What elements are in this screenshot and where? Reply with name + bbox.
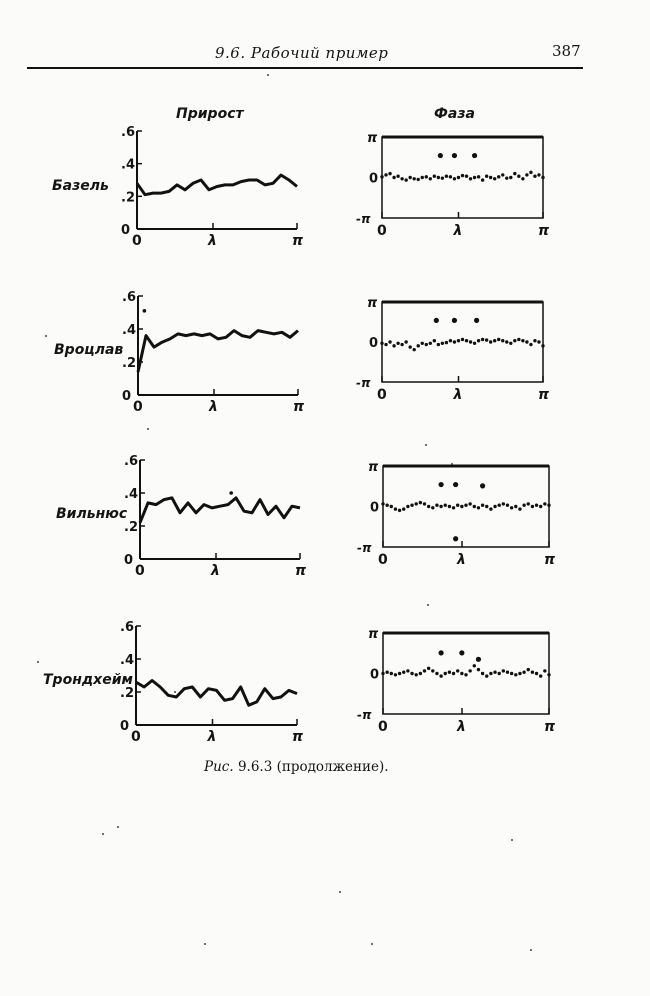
phase-point	[489, 507, 492, 510]
phase-x-tick-label: π	[544, 552, 556, 568]
phase-y-tick-label: 0	[370, 500, 380, 516]
phase-point	[501, 339, 504, 342]
phase-point	[505, 176, 508, 179]
gain-x-tick-label: λ	[211, 563, 220, 579]
phase-point	[385, 671, 388, 674]
phase-point	[419, 501, 422, 504]
gain-x-tick-label: π	[293, 399, 305, 415]
phase-x-tick-label: 0	[378, 552, 388, 568]
phase-point	[525, 340, 528, 343]
gain-y-tick-label: .4	[120, 653, 134, 668]
scan-speck	[37, 661, 39, 663]
gain-series-line	[137, 175, 297, 195]
phase-point	[444, 504, 447, 507]
phase-point	[461, 174, 464, 177]
phase-point	[535, 672, 538, 675]
phase-point	[429, 177, 432, 180]
phase-y-tick-label: π	[367, 296, 378, 311]
phase-point	[537, 340, 540, 343]
phase-point	[489, 672, 492, 675]
phase-point	[425, 343, 428, 346]
phase-point	[498, 672, 501, 675]
gain-y-tick-label: 0	[124, 553, 134, 568]
phase-y-tick-label: -π	[357, 708, 372, 722]
phase-point	[404, 178, 407, 181]
phase-point	[392, 176, 395, 179]
phase-point	[408, 176, 411, 179]
gain-x-tick-label: π	[295, 563, 307, 579]
phase-point	[502, 502, 505, 505]
city-label: Базель	[52, 178, 109, 194]
phase-x-tick-label: 0	[377, 223, 387, 239]
phase-outlier-point	[439, 482, 444, 487]
phase-point	[448, 671, 451, 674]
phase-point	[510, 506, 513, 509]
phase-point	[415, 502, 418, 505]
phase-point	[437, 343, 440, 346]
phase-point	[489, 176, 492, 179]
phase-point	[404, 340, 407, 343]
phase-outlier-point	[452, 153, 457, 158]
phase-point	[385, 504, 388, 507]
phase-y-tick-label: 0	[369, 336, 379, 351]
phase-point	[539, 505, 542, 508]
phase-point	[449, 175, 452, 178]
phase-point	[547, 504, 550, 507]
phase-point	[384, 343, 387, 346]
phase-point	[410, 672, 413, 675]
gain-outlier-point	[143, 309, 147, 313]
gain-y-tick-label: .6	[124, 454, 138, 469]
phase-point	[437, 176, 440, 179]
phase-point	[481, 672, 484, 675]
phase-point	[543, 669, 546, 672]
gain-y-tick-label: .4	[124, 487, 138, 502]
city-label: Трондхейм	[43, 672, 133, 688]
phase-y-tick-label: 0	[370, 667, 380, 683]
phase-point	[469, 177, 472, 180]
phase-point	[423, 669, 426, 672]
scan-speck	[174, 691, 176, 693]
phase-point	[531, 505, 534, 508]
gain-y-tick-label: 0	[120, 719, 130, 734]
phase-point	[489, 340, 492, 343]
phase-point	[513, 339, 516, 342]
phase-point	[521, 339, 524, 342]
phase-point	[497, 175, 500, 178]
phase-point	[413, 348, 416, 351]
phase-outlier-point	[453, 482, 458, 487]
phase-point	[425, 175, 428, 178]
phase-point	[485, 338, 488, 341]
phase-point	[452, 672, 455, 675]
phase-point	[394, 507, 397, 510]
gain-series-line	[136, 681, 297, 706]
phase-point	[522, 504, 525, 507]
phase-point	[506, 504, 509, 507]
phase-point	[435, 672, 438, 675]
phase-outlier-point	[472, 153, 477, 158]
phase-point	[453, 340, 456, 343]
phase-point	[509, 342, 512, 345]
phase-point	[493, 339, 496, 342]
phase-point	[469, 340, 472, 343]
gain-y-tick-label: .6	[120, 620, 134, 635]
city-label: Вроцлав	[54, 342, 124, 358]
phase-point	[514, 505, 517, 508]
gain-y-tick-label: .2	[122, 356, 136, 371]
gain-x-tick-label: π	[292, 233, 304, 249]
phase-point	[518, 672, 521, 675]
phase-point	[444, 672, 447, 675]
phase-point	[406, 669, 409, 672]
phase-point	[441, 342, 444, 345]
gain-x-tick-label: λ	[208, 233, 217, 249]
phase-point	[510, 672, 513, 675]
phase-point	[529, 343, 532, 346]
phase-point	[547, 673, 550, 676]
phase-point	[485, 674, 488, 677]
phase-point	[421, 342, 424, 345]
phase-point	[396, 342, 399, 345]
phase-point	[541, 176, 544, 179]
gain-y-tick-label: 0	[122, 389, 132, 404]
phase-point	[527, 502, 530, 505]
scan-speck	[371, 943, 373, 945]
gain-y-tick-label: .2	[124, 520, 138, 535]
phase-point	[541, 344, 544, 347]
phase-point	[493, 671, 496, 674]
gain-x-tick-label: λ	[209, 399, 218, 415]
phase-y-tick-label: -π	[357, 541, 372, 555]
phase-outlier-point	[474, 318, 479, 323]
phase-point	[505, 340, 508, 343]
phase-point	[477, 668, 480, 671]
gain-y-tick-label: .2	[120, 686, 134, 701]
phase-point	[400, 177, 403, 180]
phase-point	[415, 673, 418, 676]
phase-point	[465, 175, 468, 178]
city-label: Вильнюс	[56, 506, 128, 522]
phase-point	[431, 506, 434, 509]
phase-point	[441, 176, 444, 179]
phase-point	[457, 339, 460, 342]
figure-caption	[204, 759, 389, 775]
scan-speck	[117, 826, 119, 828]
phase-point	[517, 338, 520, 341]
phase-point	[509, 176, 512, 179]
scan-speck	[427, 604, 429, 606]
phase-point	[406, 505, 409, 508]
phase-point	[388, 172, 391, 175]
phase-point	[452, 506, 455, 509]
phase-point	[527, 668, 530, 671]
phase-x-tick-label: λ	[453, 387, 463, 403]
column-heading-gain: Прирост	[176, 106, 244, 122]
phase-point	[419, 672, 422, 675]
phase-point	[445, 175, 448, 178]
scan-speck	[451, 463, 453, 465]
phase-point	[468, 502, 471, 505]
phase-y-tick-label: π	[368, 460, 379, 475]
phase-outlier-point	[459, 650, 464, 655]
phase-outlier-point	[453, 536, 458, 541]
phase-point	[481, 178, 484, 181]
phase-point	[421, 176, 424, 179]
phase-x-tick-label: λ	[453, 223, 463, 239]
scan-speck	[511, 839, 513, 841]
phase-point	[390, 672, 393, 675]
phase-point	[461, 338, 464, 341]
phase-point	[402, 507, 405, 510]
phase-point	[413, 177, 416, 180]
gain-y-tick-label: .6	[121, 125, 135, 140]
phase-point	[402, 671, 405, 674]
phase-point	[453, 177, 456, 180]
phase-point	[390, 505, 393, 508]
phase-x-tick-label: π	[538, 387, 550, 403]
phase-x-tick-label: 0	[377, 387, 387, 403]
phase-point	[400, 343, 403, 346]
phase-point	[473, 505, 476, 508]
phase-point	[537, 173, 540, 176]
phase-point	[497, 338, 500, 341]
phase-point	[473, 664, 476, 667]
phase-point	[408, 345, 411, 348]
phase-point	[464, 504, 467, 507]
phase-y-tick-label: 0	[369, 171, 379, 187]
phase-point	[477, 339, 480, 342]
phase-point	[533, 175, 536, 178]
phase-point	[477, 175, 480, 178]
phase-point	[433, 175, 436, 178]
gain-y-tick-label: .4	[122, 323, 136, 338]
phase-point	[506, 671, 509, 674]
phase-point	[522, 671, 525, 674]
phase-point	[417, 344, 420, 347]
phase-point	[473, 342, 476, 345]
gain-y-tick-label: 0	[121, 223, 131, 238]
gain-x-tick-label: 0	[131, 729, 141, 745]
phase-point	[398, 509, 401, 512]
phase-point	[533, 339, 536, 342]
gain-x-tick-label: 0	[133, 399, 143, 415]
phase-point	[521, 177, 524, 180]
column-heading-phase: Фаза	[434, 106, 475, 122]
page-number: 387	[552, 42, 581, 60]
gain-x-tick-label: π	[292, 729, 304, 745]
phase-y-tick-label: π	[367, 131, 378, 146]
gain-outlier-point	[229, 491, 233, 495]
gain-x-tick-label: 0	[132, 233, 142, 249]
phase-point	[429, 342, 432, 345]
scan-speck	[102, 833, 104, 835]
phase-outlier-point	[452, 318, 457, 323]
phase-outlier-point	[438, 153, 443, 158]
phase-point	[493, 177, 496, 180]
phase-point	[398, 672, 401, 675]
phase-point	[435, 504, 438, 507]
running-head: 9.6. Рабочий пример	[215, 44, 389, 62]
phase-point	[525, 173, 528, 176]
phase-point	[481, 338, 484, 341]
phase-point	[529, 171, 532, 174]
phase-y-tick-label: π	[368, 627, 379, 642]
phase-point	[535, 504, 538, 507]
phase-point	[539, 674, 542, 677]
phase-point	[468, 669, 471, 672]
phase-point	[477, 506, 480, 509]
gain-series-line	[138, 331, 298, 372]
phase-point	[501, 173, 504, 176]
phase-point	[380, 175, 383, 178]
phase-point	[517, 175, 520, 178]
phase-point	[431, 669, 434, 672]
phase-outlier-point	[434, 318, 439, 323]
phase-point	[427, 667, 430, 670]
phase-point	[394, 673, 397, 676]
phase-point	[531, 671, 534, 674]
phase-point	[513, 172, 516, 175]
gain-y-tick-label: .2	[121, 190, 135, 206]
phase-x-tick-label: λ	[457, 552, 466, 568]
phase-point	[427, 505, 430, 508]
phase-point	[460, 505, 463, 508]
phase-point	[465, 339, 468, 342]
phase-point	[460, 672, 463, 675]
phase-point	[502, 669, 505, 672]
phase-point	[464, 673, 467, 676]
phase-point	[445, 341, 448, 344]
gain-series-line	[140, 498, 300, 523]
phase-point	[439, 505, 442, 508]
phase-point	[456, 504, 459, 507]
phase-y-tick-label: -π	[356, 212, 371, 226]
phase-point	[423, 502, 426, 505]
phase-x-tick-label: π	[544, 719, 556, 735]
phase-x-tick-label: 0	[378, 719, 388, 735]
scan-speck	[267, 74, 269, 76]
scan-speck	[530, 949, 532, 951]
phase-point	[381, 672, 384, 675]
scan-speck	[45, 335, 47, 337]
phase-x-tick-label: λ	[457, 719, 466, 735]
phase-point	[448, 505, 451, 508]
phase-point	[485, 175, 488, 178]
scan-speck	[425, 444, 427, 446]
gain-x-tick-label: 0	[135, 563, 145, 579]
phase-point	[439, 674, 442, 677]
phase-point	[417, 178, 420, 181]
caption-prefix: Рис.	[204, 759, 234, 775]
phase-point	[392, 344, 395, 347]
phase-point	[381, 502, 384, 505]
phase-point	[518, 507, 521, 510]
phase-point	[388, 340, 391, 343]
phase-y-tick-label: -π	[356, 376, 371, 390]
phase-point	[396, 175, 399, 178]
phase-point	[384, 173, 387, 176]
phase-point	[473, 176, 476, 179]
phase-point	[481, 504, 484, 507]
phase-point	[449, 339, 452, 342]
phase-point	[410, 504, 413, 507]
scan-speck	[339, 891, 341, 893]
gain-x-tick-label: λ	[207, 729, 217, 745]
scan-speck	[204, 943, 206, 945]
phase-point	[514, 673, 517, 676]
phase-point	[456, 669, 459, 672]
phase-point	[485, 505, 488, 508]
phase-point	[543, 502, 546, 505]
phase-outlier-point	[476, 657, 481, 662]
phase-point	[380, 342, 383, 345]
phase-outlier-point	[480, 483, 485, 488]
gain-y-tick-label: .4	[121, 157, 135, 173]
phase-point	[493, 505, 496, 508]
phase-point	[498, 504, 501, 507]
phase-outlier-point	[439, 650, 444, 655]
caption-text: 9.6.3 (продолжение).	[237, 759, 389, 775]
phase-point	[433, 339, 436, 342]
scan-speck	[147, 428, 149, 430]
phase-x-tick-label: π	[538, 223, 550, 239]
phase-point	[457, 176, 460, 179]
gain-y-tick-label: .6	[122, 290, 136, 305]
